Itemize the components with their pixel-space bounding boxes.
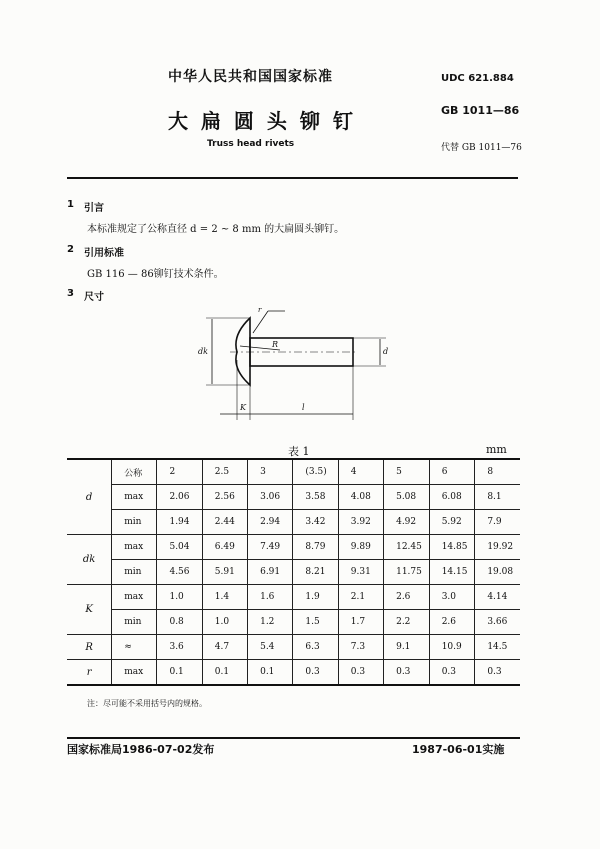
value-cell: 4.56 xyxy=(157,560,202,585)
sub-cell: max xyxy=(112,585,157,610)
value-cell: 5.08 xyxy=(384,485,430,510)
value-cell: 0.3 xyxy=(429,660,475,686)
value-cell: 19.08 xyxy=(475,560,520,585)
label-dk: dk xyxy=(198,347,208,356)
label-R: R xyxy=(272,340,279,349)
value-cell: 5.04 xyxy=(157,535,202,560)
page-title: 大 扁 圆 头 铆 钉 xyxy=(168,109,356,133)
value-cell: 5.92 xyxy=(429,510,475,535)
value-cell: 1.9 xyxy=(293,585,338,610)
section-title: 引言 xyxy=(84,203,104,214)
value-cell: 1.94 xyxy=(157,510,202,535)
value-cell: 3.92 xyxy=(338,510,383,535)
section-num: 1 xyxy=(67,199,74,210)
effective-date: 1987-06-01实施 xyxy=(412,743,505,756)
table-row xyxy=(67,610,520,635)
value-cell: 3.0 xyxy=(429,585,475,610)
value-cell: 3.6 xyxy=(157,635,202,660)
value-cell: 2.6 xyxy=(429,610,475,635)
replaces-code: 代替 GB 1011—76 xyxy=(441,143,522,153)
value-cell: 3.42 xyxy=(293,510,338,535)
param-cell: r xyxy=(67,660,112,686)
gb-code: GB 1011—86 xyxy=(441,104,520,117)
value-cell: 2.56 xyxy=(202,485,247,510)
value-cell: 5 xyxy=(384,459,430,485)
value-cell: 0.8 xyxy=(157,610,202,635)
value-cell: 1.6 xyxy=(248,585,293,610)
sub-cell: ≈ xyxy=(112,635,157,660)
sub-cell: min xyxy=(112,560,157,585)
sub-cell: min xyxy=(112,510,157,535)
value-cell: 8.21 xyxy=(293,560,338,585)
sub-cell: 公称 xyxy=(112,459,157,485)
value-cell: 3 xyxy=(248,459,293,485)
value-cell: 5.4 xyxy=(248,635,293,660)
table-row xyxy=(67,459,520,485)
value-cell: 3.58 xyxy=(293,485,338,510)
label-K: K xyxy=(240,403,246,412)
udc-code: UDC 621.884 xyxy=(441,73,514,84)
section-title: 引用标准 xyxy=(84,248,124,259)
param-cell: R xyxy=(67,635,112,660)
english-title: Truss head rivets xyxy=(207,139,295,149)
value-cell: 2.06 xyxy=(157,485,202,510)
value-cell: 2.5 xyxy=(202,459,247,485)
value-cell: 0.1 xyxy=(202,660,247,686)
table-row xyxy=(67,535,520,560)
value-cell: 2 xyxy=(157,459,202,485)
value-cell: 4.08 xyxy=(338,485,383,510)
label-l: l xyxy=(302,403,305,412)
value-cell: 0.1 xyxy=(157,660,202,686)
dimensions-table xyxy=(67,458,520,686)
table-row xyxy=(67,510,520,535)
value-cell: 5.91 xyxy=(202,560,247,585)
value-cell: 8 xyxy=(475,459,520,485)
value-cell: 6.91 xyxy=(248,560,293,585)
section-title: 尺寸 xyxy=(84,292,104,303)
value-cell: 14.15 xyxy=(429,560,475,585)
value-cell: 6.3 xyxy=(293,635,338,660)
table-row xyxy=(67,635,520,660)
param-cell: dk xyxy=(67,535,112,585)
value-cell: 2.2 xyxy=(384,610,430,635)
sub-cell: min xyxy=(112,610,157,635)
label-r: r xyxy=(258,306,262,314)
value-cell: 0.3 xyxy=(384,660,430,686)
section-body: 本标准规定了公称直径 d = 2 ~ 8 mm 的大扁圆头铆钉。 xyxy=(87,224,345,235)
value-cell: (3.5) xyxy=(293,459,338,485)
value-cell: 4.14 xyxy=(475,585,520,610)
value-cell: 10.9 xyxy=(429,635,475,660)
value-cell: 0.3 xyxy=(293,660,338,686)
org-name: 中华人民共和国国家标准 xyxy=(168,69,333,85)
value-cell: 0.3 xyxy=(338,660,383,686)
value-cell: 6.49 xyxy=(202,535,247,560)
label-d: d xyxy=(383,347,389,356)
value-cell: 3.06 xyxy=(248,485,293,510)
value-cell: 6.08 xyxy=(429,485,475,510)
section-body: GB 116 — 86铆钉技术条件。 xyxy=(87,269,224,280)
value-cell: 1.0 xyxy=(157,585,202,610)
table-caption: 表 1 xyxy=(288,445,310,458)
value-cell: 11.75 xyxy=(384,560,430,585)
value-cell: 9.31 xyxy=(338,560,383,585)
value-cell: 9.89 xyxy=(338,535,383,560)
value-cell: 19.92 xyxy=(475,535,520,560)
table-row xyxy=(67,560,520,585)
table-row xyxy=(67,485,520,510)
value-cell: 0.1 xyxy=(248,660,293,686)
value-cell: 4 xyxy=(338,459,383,485)
table-unit: mm xyxy=(486,443,507,456)
value-cell: 1.7 xyxy=(338,610,383,635)
value-cell: 3.66 xyxy=(475,610,520,635)
value-cell: 4.92 xyxy=(384,510,430,535)
sub-cell: max xyxy=(112,485,157,510)
value-cell: 1.5 xyxy=(293,610,338,635)
param-cell: K xyxy=(67,585,112,635)
value-cell: 12.45 xyxy=(384,535,430,560)
value-cell: 2.44 xyxy=(202,510,247,535)
value-cell: 7.9 xyxy=(475,510,520,535)
value-cell: 2.6 xyxy=(384,585,430,610)
value-cell: 14.85 xyxy=(429,535,475,560)
value-cell: 1.2 xyxy=(248,610,293,635)
issued-date: 国家标准局1986-07-02发布 xyxy=(67,743,215,756)
sub-cell: max xyxy=(112,660,157,686)
value-cell: 7.3 xyxy=(338,635,383,660)
value-cell: 6 xyxy=(429,459,475,485)
value-cell: 1.0 xyxy=(202,610,247,635)
param-cell: d xyxy=(67,459,112,535)
section-num: 3 xyxy=(67,288,74,299)
value-cell: 2.1 xyxy=(338,585,383,610)
sub-cell: max xyxy=(112,535,157,560)
value-cell: 0.3 xyxy=(475,660,520,686)
table-row xyxy=(67,660,520,686)
table-note: 注：尽可能不采用括号内的规格。 xyxy=(87,699,207,708)
section-num: 2 xyxy=(67,244,74,255)
value-cell: 4.7 xyxy=(202,635,247,660)
value-cell: 7.49 xyxy=(248,535,293,560)
value-cell: 8.1 xyxy=(475,485,520,510)
value-cell: 2.94 xyxy=(248,510,293,535)
table-row xyxy=(67,585,520,610)
value-cell: 14.5 xyxy=(475,635,520,660)
value-cell: 8.79 xyxy=(293,535,338,560)
value-cell: 9.1 xyxy=(384,635,430,660)
footer-rule xyxy=(67,737,520,739)
value-cell: 1.4 xyxy=(202,585,247,610)
